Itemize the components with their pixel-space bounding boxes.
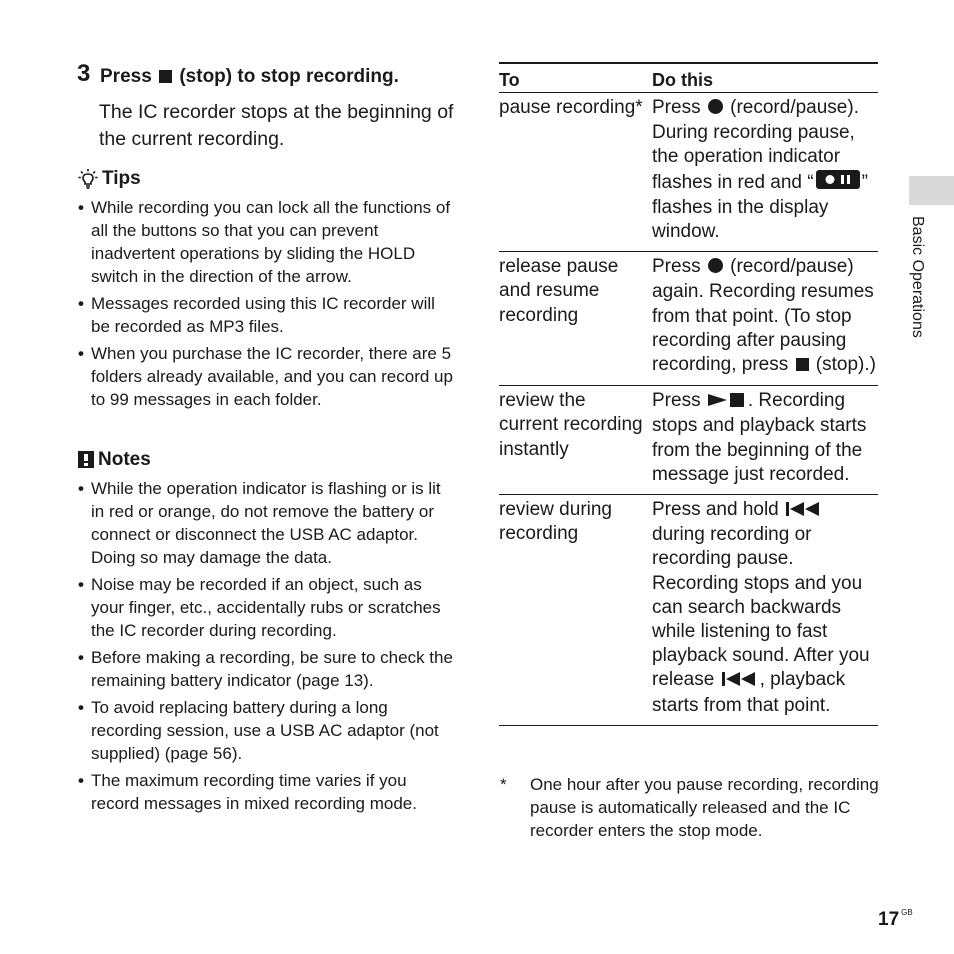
footnote-text: One hour after you pause recording, recording pause is automatically released and the IC recorder enters the stop mode. <box>530 775 879 840</box>
page-number: 17 $^{GB}$ <box>878 908 913 930</box>
record-icon <box>708 256 723 280</box>
row-do: Press (record/pause). During recording pause, the operation indicator flashes in red and “ ” flashes in the display window. <box>652 97 868 243</box>
rewind-icon <box>786 499 822 523</box>
notes-heading <box>78 449 151 471</box>
tips-heading <box>78 168 141 190</box>
step-title <box>100 66 399 89</box>
row-to: review the current recording instantly <box>499 390 643 460</box>
list-item: • Before making a recording, be sure to check the remaining battery indicator (page 13). <box>78 648 453 690</box>
row-to: release pause and resume recording <box>499 256 619 326</box>
footnote <box>500 773 880 842</box>
list-item: • Messages recorded using this IC recorder will be recorded as MP3 files. <box>78 294 435 336</box>
table-row <box>499 93 878 252</box>
note-icon <box>78 451 95 469</box>
list-item: • While the operation indicator is flashing or is lit in red or orange, do not remove the battery or connect or disconnect the USB AC adaptor. Doing so may damage the data. <box>78 479 441 567</box>
table-row <box>499 386 878 495</box>
tips-heading-text: Tips <box>102 168 141 189</box>
rewind-icon <box>722 669 758 693</box>
list-item: • While recording you can lock all the functions of all the buttons so that you can prevent inadvertent operations by sliding the HOLD switch in the direction of the arrow. <box>78 198 451 286</box>
tips-list <box>78 196 458 415</box>
section-tab <box>909 176 954 205</box>
step-body: The IC recorder stops at the beginning of the current recording. <box>99 101 454 150</box>
step-title-pre: Press <box>100 66 152 87</box>
pause-display-icon <box>816 170 860 196</box>
row-to: review during recording <box>499 499 612 545</box>
list-item: • To avoid replacing battery during a long recording session, use a USB AC adaptor (not supplied) (page 56). <box>78 698 439 763</box>
step-title-post: (stop) to stop recording. <box>179 66 399 87</box>
play-stop-icon <box>708 390 746 414</box>
row-do: Press and hold during recording or recording pause. Recording stops and you can search backwards while listening to fast playback sound. After you release , playback starts from that point. <box>652 499 870 716</box>
notes-list <box>78 477 458 819</box>
list-item: • Noise may be recorded if an object, such as your finger, etc., accidentally rubs or scratches the IC recorder during recording. <box>78 575 441 640</box>
tip-bulb-icon <box>78 168 98 190</box>
list-item: • When you purchase the IC recorder, there are 5 folders already available, and you can record up to 99 messages in each folder. <box>78 344 453 409</box>
step-number: 3 <box>77 60 91 87</box>
stop-icon <box>159 67 172 89</box>
operations-table <box>499 62 878 726</box>
header-do-this: Do this <box>652 69 713 90</box>
list-item: • The maximum recording time varies if you record messages in mixed recording mode. <box>78 771 417 813</box>
table-row <box>499 252 878 386</box>
page-suffix: GB <box>901 908 913 917</box>
notes-heading-text: Notes <box>98 449 151 470</box>
stop-icon <box>796 354 809 378</box>
record-icon <box>708 97 723 121</box>
table-row <box>499 495 878 726</box>
section-label: Basic Operations <box>909 216 926 338</box>
table-header <box>499 64 878 93</box>
row-do: Press (record/pause) again. Recording resumes from that point. (To stop recording after pausing recording, press (stop).) <box>652 255 878 378</box>
footnote-mark: * <box>500 775 507 794</box>
row-do: Press . Recording stops and playback starts from the beginning of the message just recorded. <box>652 390 867 485</box>
row-to: pause recording* <box>499 97 643 118</box>
header-to: To <box>499 69 520 90</box>
